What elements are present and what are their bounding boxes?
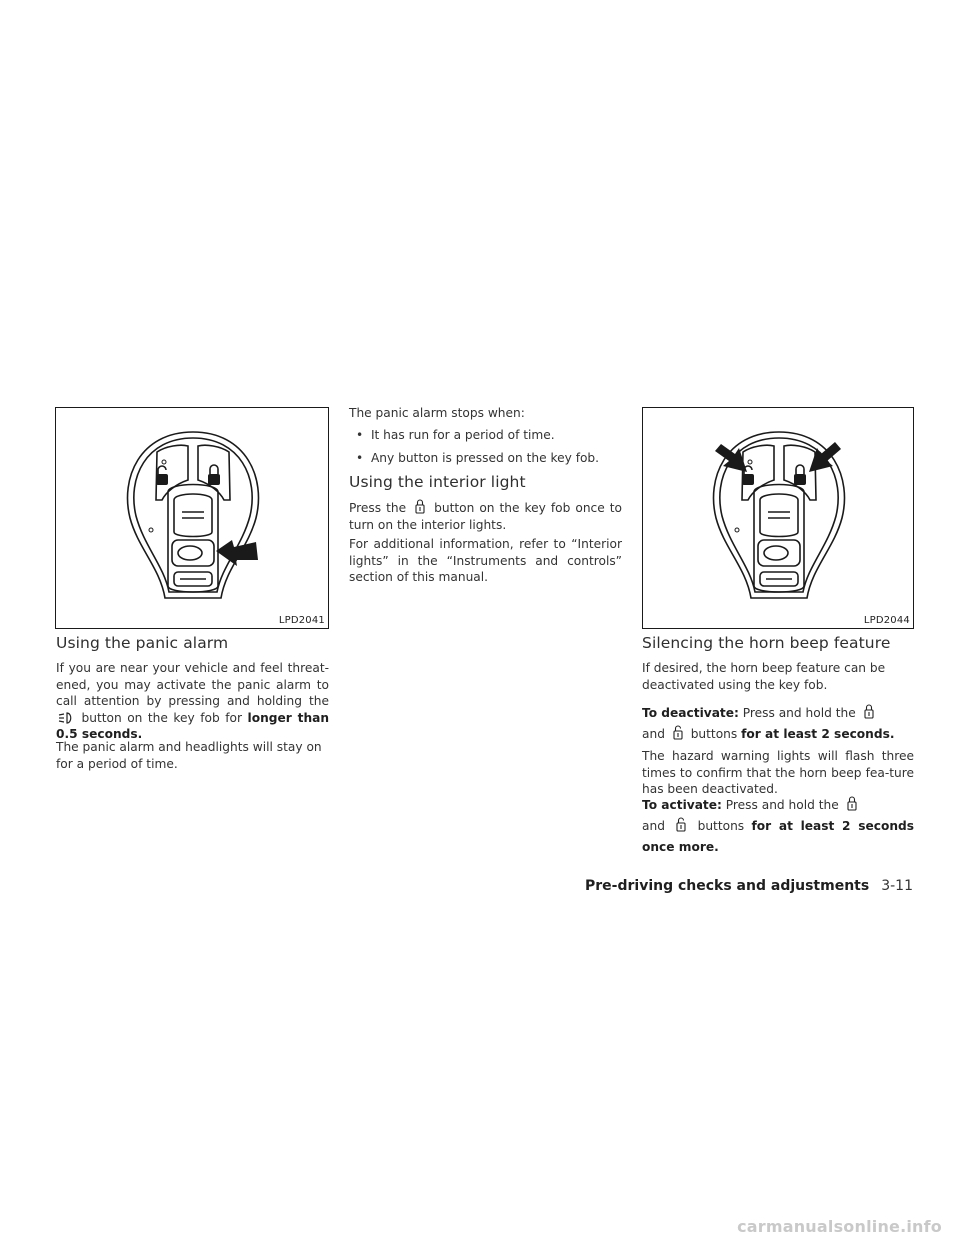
horn-deactivate <box>642 703 914 745</box>
figure-panic-button <box>55 407 329 629</box>
deactivate-text: Press and hold the <box>742 706 856 720</box>
horn-hazard: The hazard warning lights will flash three times to confirm that the horn beep fea-ture has been deactivated. <box>642 749 914 796</box>
activate-text: Press and hold the <box>725 798 839 812</box>
key-fob-illustration <box>56 408 330 630</box>
page-footer <box>585 878 913 894</box>
figure-code: LPD2044 <box>863 615 910 626</box>
panic-paragraph-2: The panic alarm and headlights will stay on for a period of time. <box>56 740 322 771</box>
bullet-text: Any button is pressed on the key fob. <box>370 451 600 465</box>
panic-paragraph-1 <box>56 660 329 743</box>
activate-and: and <box>642 819 665 833</box>
heading-horn-beep: Silencing the horn beep feature <box>642 634 891 652</box>
bullet-dot: • <box>356 451 371 465</box>
lock-button-icon <box>845 796 859 812</box>
stops-bullet-1 <box>356 428 622 442</box>
stops-bullet-2 <box>356 451 622 465</box>
footer-section-title: Pre-driving checks and adjustments <box>585 878 870 894</box>
interior-paragraph-2: For additional information, refer to “Interior lights” in the “Instruments and controls” section of this manual. <box>349 537 622 584</box>
deactivate-buttons: buttons <box>690 727 738 741</box>
footer-page-number: 3-11 <box>881 878 913 894</box>
deactivate-and: and <box>642 727 665 741</box>
panic-headlight-icon <box>58 711 74 725</box>
unlock-button-icon <box>671 725 685 741</box>
panic-text-a: If you are near your vehicle and feel threat-ened, you may activate the panic alarm to call attention by pressing and holding the <box>56 661 329 708</box>
lock-button-icon <box>862 704 876 720</box>
stops-intro: The panic alarm stops when: <box>349 406 525 420</box>
activate-bold: for at least 2 seconds once more. <box>642 819 914 854</box>
heading-panic-alarm: Using the panic alarm <box>56 634 229 652</box>
horn-activate <box>642 795 914 858</box>
unlock-button-icon <box>674 817 688 833</box>
interior-text-a: Press the <box>349 501 407 515</box>
panic-text-b: button on the key fob for <box>81 710 242 725</box>
figure-horn-buttons <box>642 407 914 629</box>
figure-code: LPD2041 <box>278 615 325 626</box>
activate-label: To activate: <box>642 798 722 812</box>
key-fob-illustration <box>643 408 915 630</box>
bullet-text: It has run for a period of time. <box>370 428 555 442</box>
horn-intro: If desired, the horn beep feature can be deactivated using the key fob. <box>642 661 886 692</box>
bullet-dot: • <box>356 428 371 442</box>
watermark: carmanualsonline.info <box>737 1217 942 1236</box>
deactivate-bold: for at least 2 seconds. <box>741 727 895 741</box>
deactivate-label: To deactivate: <box>642 706 739 720</box>
activate-buttons: buttons <box>697 819 745 833</box>
interior-paragraph-1 <box>349 499 622 533</box>
panic-text-bold: longer than 0.5 seconds. <box>56 710 330 741</box>
heading-interior-light: Using the interior light <box>349 473 526 491</box>
interior-light-icon <box>413 499 427 515</box>
interior-text-b: button on the key fob once to turn on the interior lights. <box>349 501 623 532</box>
